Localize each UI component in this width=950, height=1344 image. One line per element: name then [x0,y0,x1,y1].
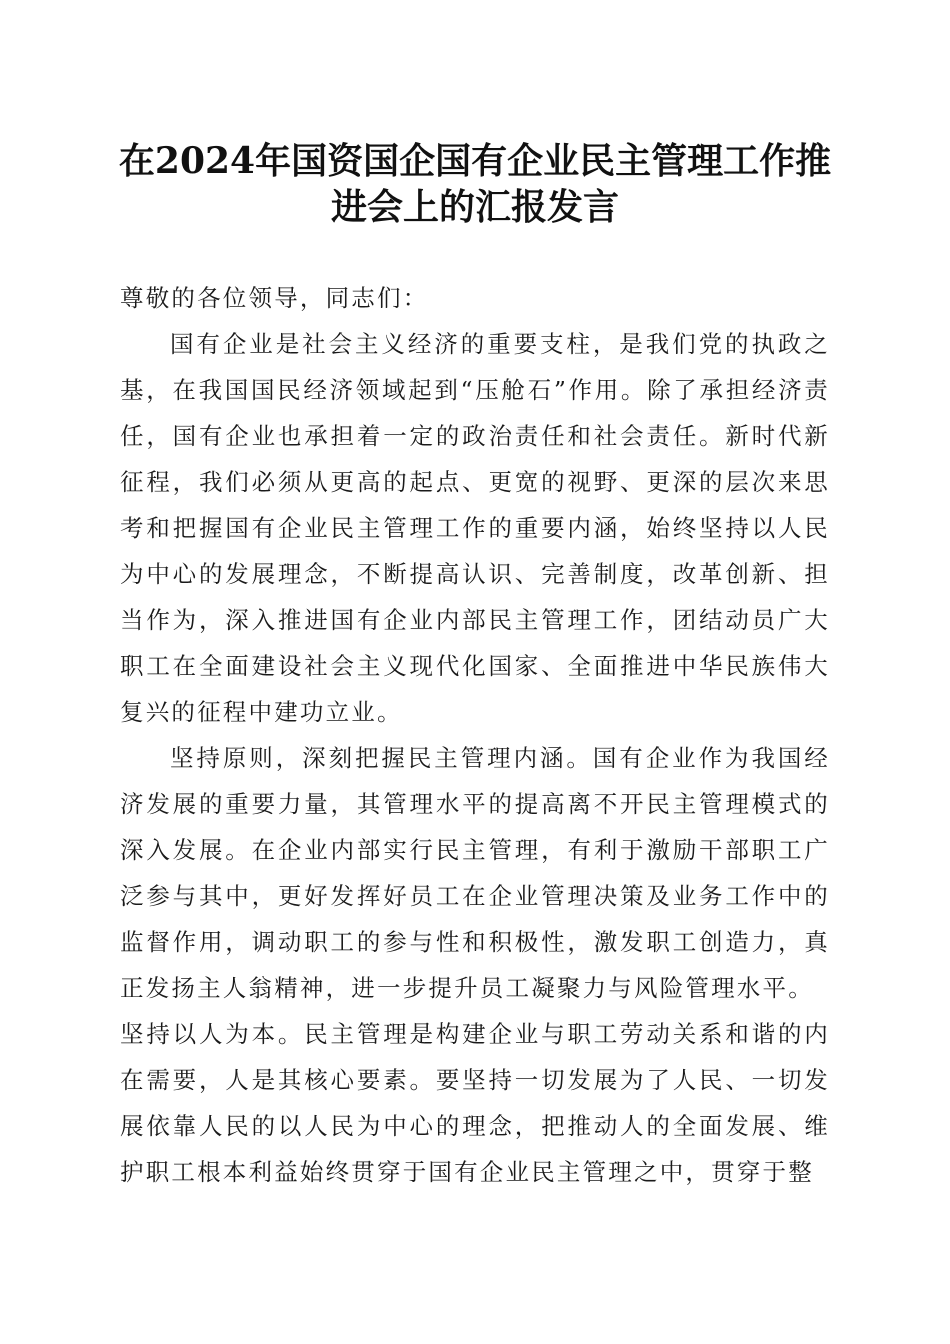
paragraph-people-oriented: 坚持以人为本。民主管理是构建企业与职工劳动关系和谐的内在需要，人是其核心要素。要坚持一切发展为了人民、一切发展依靠人民的以人民为中心的理念，把推动人的全面发展、维护职工根本利益始终贯穿于国有企业民主管理之中，贯穿于整 [120,1020,830,1186]
document-body [120,275,830,1195]
document-title: 在2024年国资国企国有企业民主管理工作推进会上的汇报发言 [118,140,832,228]
paragraph-principle: 坚持原则，深刻把握民主管理内涵。国有企业作为我国经济发展的重要力量，其管理水平的提高离不开民主管理模式的深入发展。在企业内部实行民主管理，有利于激励干部职工广泛参与其中，更好发挥好员工在企业管理决策及业务工作中的监督作用，调动职工的参与性和积极性，激发职工创造力，真正发扬主人翁精神，进一步提升员工凝聚力与风险管理水平。 [120,744,830,1002]
paragraph-intro: 国有企业是社会主义经济的重要支柱，是我们党的执政之基，在我国国民经济领域起到“压舱石”作用。除了承担经济责任，国有企业也承担着一定的政治责任和社会责任。新时代新征程，我们必须从更高的起点、更宽的视野、更深的层次来思考和把握国有企业民主管理工作的重要内涵，始终坚持以人民为中心的发展理念，不断提高认识、完善制度，改革创新、担当作为，深入推进国有企业内部民主管理工作，团结动员广大职工在全面建设社会主义现代化国家、全面推进中华民族伟大复兴的征程中建功立业。 [120,330,830,726]
greeting-line: 尊敬的各位领导，同志们： [120,284,429,312]
